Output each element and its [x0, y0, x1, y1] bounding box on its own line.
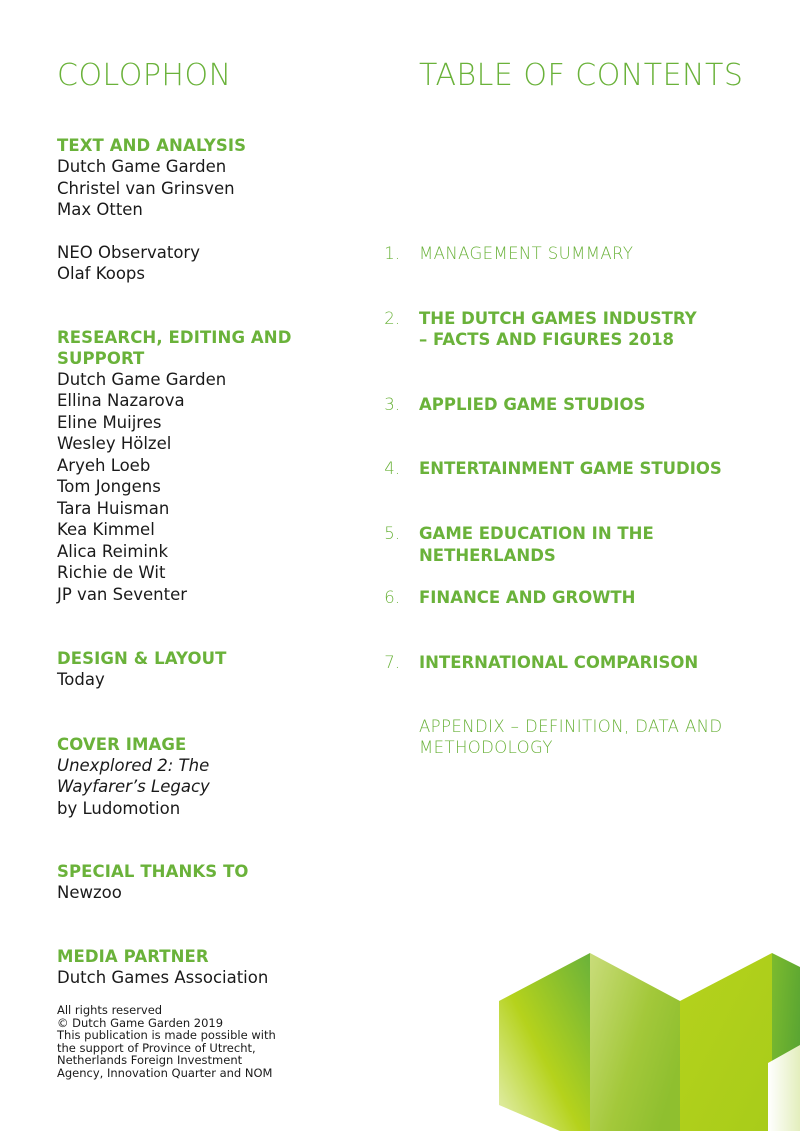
research-name: Dutch Game Garden — [57, 369, 227, 389]
research-name: JP van Seventer — [57, 584, 188, 604]
research-section — [57, 327, 357, 606]
toc-number: 5. — [384, 524, 400, 543]
fineprint-line: the support of Province of Utrecht, — [57, 1040, 256, 1055]
person-name: Olaf Koops — [57, 264, 145, 283]
toc-label: GAME EDUCATION IN THE NETHERLANDS — [419, 524, 654, 565]
research-name: Kea Kimmel — [57, 520, 155, 539]
cover-section — [57, 734, 357, 820]
thanks-heading: SPECIAL THANKS TO — [57, 862, 249, 881]
toc-label: INTERNATIONAL COMPARISON — [419, 653, 699, 672]
toc-label: FINANCE AND GROWTH — [419, 588, 636, 607]
cover-heading: COVER IMAGE — [57, 734, 187, 754]
toc-number: 3. — [384, 395, 400, 414]
colophon-title: COLOPHON — [57, 58, 232, 93]
toc-label: ENTERTAINMENT GAME STUDIOS — [419, 459, 722, 478]
research-name: Tara Huisman — [57, 498, 170, 518]
fineprint — [57, 1004, 357, 1079]
fineprint-line: Agency, Innovation Quarter and NOM — [57, 1065, 273, 1080]
research-name: Alica Reimink — [57, 541, 169, 561]
cover-title: Unexplored 2: The — [57, 755, 210, 775]
toc-label: APPLIED GAME STUDIOS — [419, 395, 646, 414]
toc-label: METHODOLOGY — [419, 738, 553, 757]
design-value: Today — [57, 670, 105, 689]
design-section — [57, 648, 357, 691]
research-name: Aryeh Loeb — [57, 455, 151, 475]
toc-number: 7. — [384, 653, 400, 672]
design-heading: DESIGN & LAYOUT — [57, 649, 227, 668]
research-name: Eline Muijres — [57, 412, 162, 432]
thanks-value: Newzoo — [57, 883, 122, 902]
fineprint-line: © Dutch Game Garden 2019 — [57, 1015, 224, 1030]
thanks-section — [57, 861, 357, 904]
cover-credit: by Ludomotion — [57, 798, 181, 818]
cube-face-mid — [590, 953, 680, 1131]
toc-label: APPENDIX – DEFINITION, DATA AND — [419, 717, 723, 736]
fineprint-line: Netherlands Foreign Investment — [57, 1053, 243, 1067]
person-name: Max Otten — [57, 200, 143, 219]
cover-title: Wayfarer’s Legacy — [57, 777, 210, 796]
research-heading: RESEARCH, EDITING AND — [57, 327, 292, 347]
media-heading: MEDIA PARTNER — [57, 946, 209, 966]
cube-face-left — [499, 953, 590, 1131]
research-name: Tom Jongens — [57, 477, 161, 496]
decorative-cubes — [490, 945, 800, 1131]
person-name: Christel van Grinsven — [57, 178, 235, 198]
media-value: Dutch Games Association — [57, 967, 269, 987]
toc-number: 4. — [384, 459, 400, 478]
org-name: NEO Observatory — [57, 242, 200, 262]
cube-face-right-front — [680, 953, 772, 1131]
toc-title: TABLE OF CONTENTS — [419, 58, 744, 93]
fineprint-line: This publication is made possible with — [57, 1028, 276, 1042]
toc-number: 6. — [384, 588, 400, 607]
toc-label: MANAGEMENT SUMMARY — [419, 244, 634, 263]
toc-label: – FACTS AND FIGURES 2018 — [419, 330, 675, 349]
research-name: Richie de Wit — [57, 563, 166, 582]
toc-label: THE DUTCH GAMES INDUSTRY — [419, 309, 697, 328]
text-and-analysis-heading: TEXT AND ANALYSIS — [57, 136, 247, 155]
toc-number: 2. — [384, 309, 400, 328]
research-name: Ellina Nazarova — [57, 391, 185, 410]
toc-number: 1. — [384, 244, 400, 263]
fineprint-line: All rights reserved — [57, 1003, 163, 1017]
media-section — [57, 946, 357, 989]
colophon — [57, 135, 357, 1079]
research-heading: SUPPORT — [57, 348, 145, 368]
text-and-analysis-section — [57, 135, 357, 285]
org-name: Dutch Game Garden — [57, 157, 227, 176]
research-name: Wesley Hölzel — [57, 434, 172, 453]
